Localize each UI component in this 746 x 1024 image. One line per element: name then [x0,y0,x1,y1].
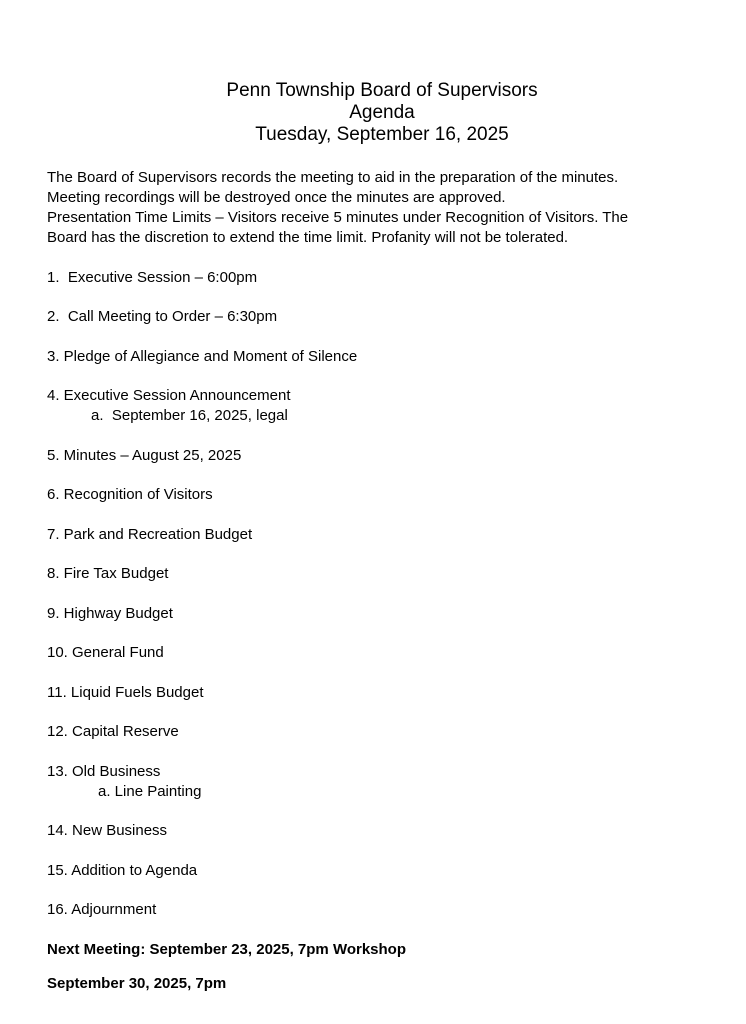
agenda-item-text: 12. Capital Reserve [47,723,179,740]
next-meeting-line: Next Meeting: September 23, 2025, 7pm Workshop [47,940,406,958]
agenda-item-4 [47,386,717,426]
agenda-item-text: 10. General Fund [47,644,164,661]
agenda-item-text: 11. Liquid Fuels Budget [47,683,204,701]
agenda-item-15 [47,861,717,881]
agenda-item-text: 14. New Business [47,822,168,839]
agenda-item-text: 7. Park and Recreation Budget [47,525,253,543]
agenda-item-text: 1. Executive Session – 6:00pm [47,268,258,286]
agenda-item-7 [47,525,717,545]
intro-paragraph [47,168,717,248]
document-header [47,80,717,146]
following-meeting-line: September 30, 2025, 7pm [47,974,227,992]
agenda-item-5 [47,446,717,466]
document-date: Tuesday, September 16, 2025 [255,124,509,145]
agenda-item-6 [47,485,717,505]
agenda-list [47,268,717,921]
agenda-item-3 [47,347,717,367]
agenda-item-text: 2. Call Meeting to Order – 6:30pm [47,308,278,325]
agenda-item-text: 8. Fire Tax Budget [47,565,169,582]
agenda-item-text: 15. Addition to Agenda [47,861,198,879]
agenda-item-text: 16. Adjournment [47,901,157,918]
intro-line-4: Board has the discretion to extend the time limit. Profanity will not be tolerated. [47,229,569,246]
agenda-item-16 [47,900,717,920]
agenda-item-12 [47,722,717,742]
intro-line-1: The Board of Supervisors records the meeting to aid in the preparation of the minutes. [47,169,619,186]
agenda-item-text: 5. Minutes – August 25, 2025 [47,446,242,464]
agenda-item-text: 4. Executive Session Announcement [47,387,291,404]
agenda-item-1 [47,268,717,288]
intro-line-2: Meeting recordings will be destroyed once the minutes are approved. [47,189,506,206]
footer-block [47,940,717,994]
agenda-item-13 [47,762,717,802]
agenda-subitem-text: a. September 16, 2025, legal [91,407,288,424]
agenda-item-text: 6. Recognition of Visitors [47,486,213,503]
document-title: Penn Township Board of Supervisors [226,80,538,101]
agenda-item-8 [47,564,717,584]
agenda-item-14 [47,821,717,841]
document-subtitle: Agenda [349,102,415,123]
agenda-item-text: 3. Pledge of Allegiance and Moment of Silence [47,347,358,365]
agenda-item-text: 9. Highway Budget [47,604,173,622]
agenda-item-10 [47,643,717,663]
agenda-item-text: 13. Old Business [47,762,161,780]
agenda-item-9 [47,604,717,624]
agenda-item-11 [47,683,717,703]
agenda-subitem-text: a. Line Painting [98,782,202,800]
intro-line-3: Presentation Time Limits – Visitors receive 5 minutes under Recognition of Visitors. The [47,209,629,226]
agenda-item-2 [47,307,717,327]
